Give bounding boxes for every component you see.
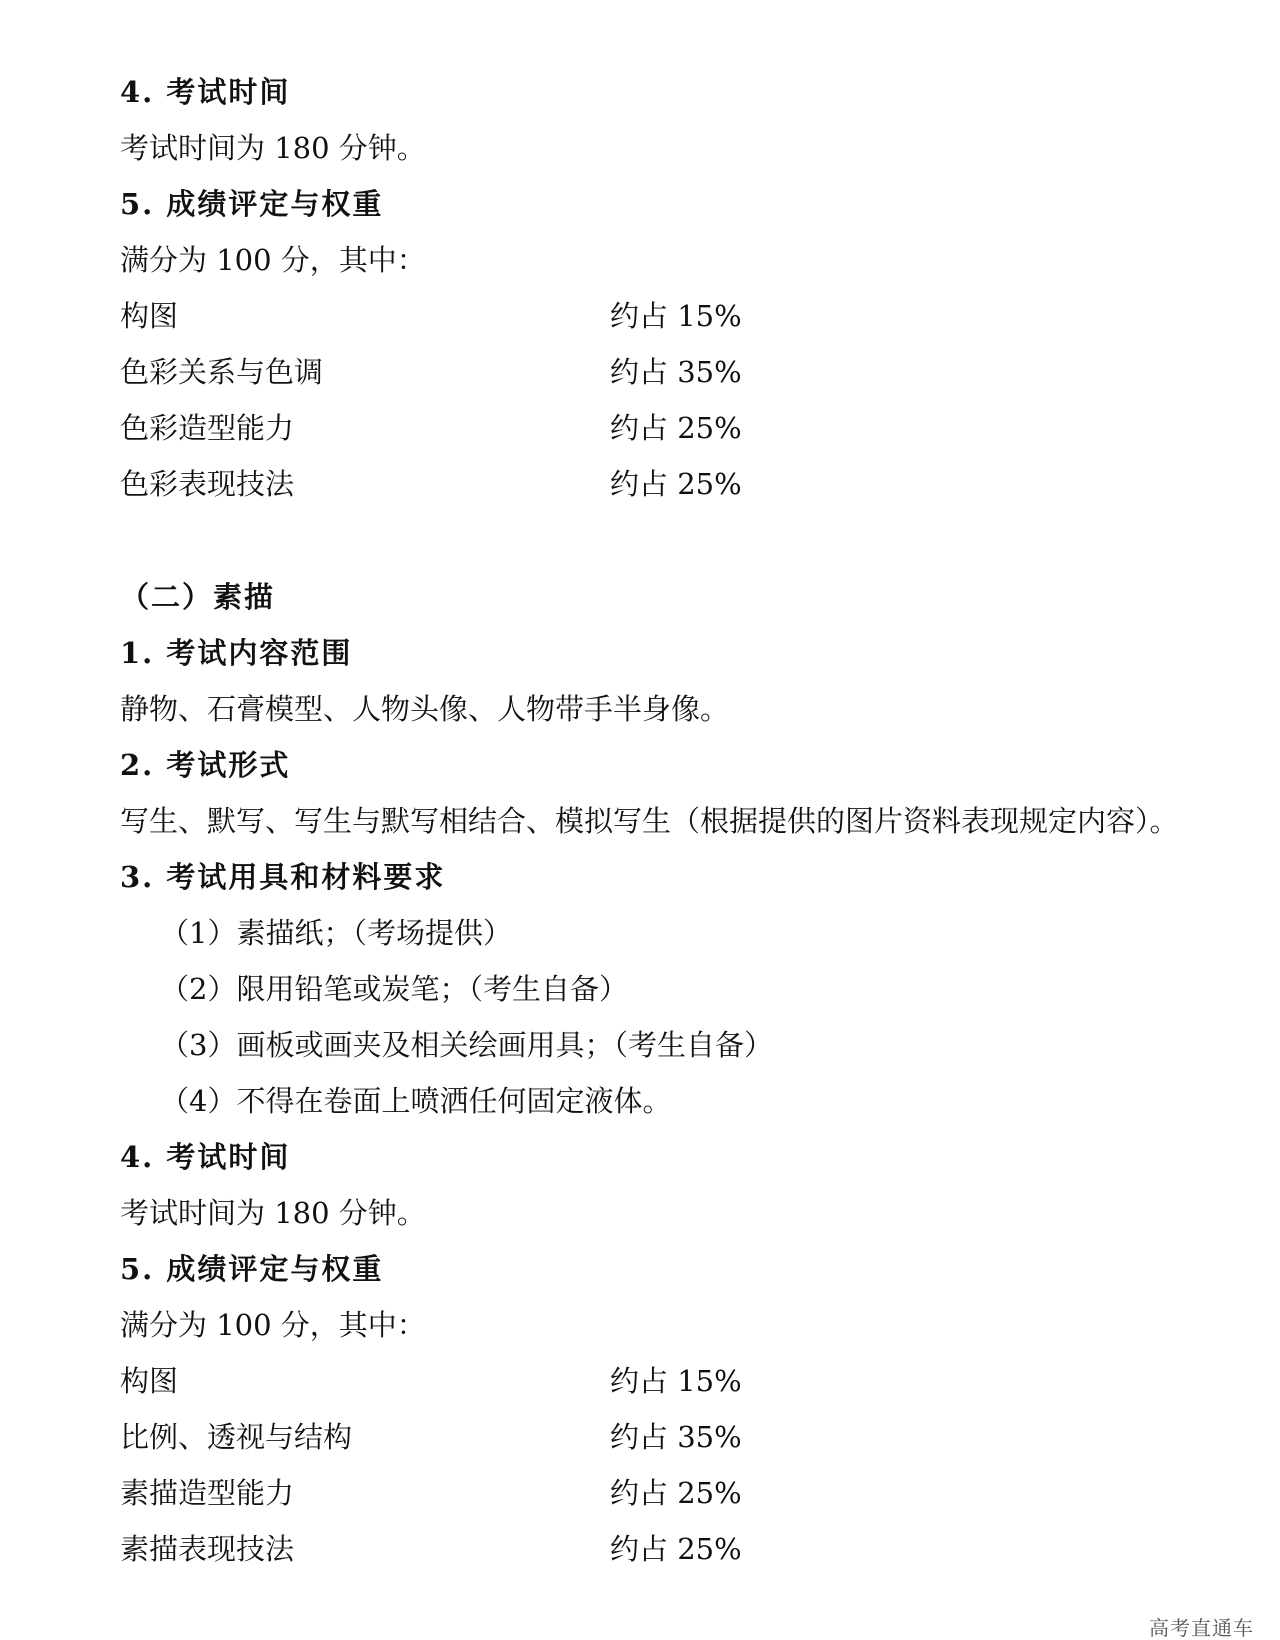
- score-value: 约占 25%: [610, 1532, 742, 1566]
- score-value: 约占 25%: [610, 411, 742, 445]
- score-item: 色彩关系与色调: [120, 355, 324, 389]
- score-value: 约占 25%: [610, 467, 742, 501]
- score-value: 约占 25%: [610, 1476, 742, 1510]
- score-row: [120, 1361, 742, 1401]
- score-value: 约占 35%: [610, 355, 742, 389]
- exam-time-text: 考试时间为 180 分钟。: [120, 131, 426, 165]
- score-value: 约占 35%: [610, 1420, 742, 1454]
- score-item: 素描造型能力: [120, 1476, 295, 1510]
- material-item: （3）画板或画夹及相关绘画用具；（考生自备）: [160, 1028, 773, 1062]
- score-row: [120, 352, 742, 392]
- score-row: [120, 1473, 742, 1513]
- score-value: 约占 15%: [610, 299, 742, 333]
- heading-scoring: 5. 成绩评定与权重: [120, 1252, 384, 1286]
- material-item: （4）不得在卷面上喷洒任何固定液体。: [160, 1084, 672, 1118]
- content-scope-text: 静物、石膏模型、人物头像、人物带手半身像。: [120, 692, 730, 726]
- total-score-text: 满分为 100 分，其中：: [120, 243, 426, 277]
- score-item: 比例、透视与结构: [120, 1420, 353, 1454]
- watermark: 高考直通车: [1149, 1616, 1254, 1640]
- total-score-text: 满分为 100 分，其中：: [120, 1308, 426, 1342]
- heading-materials: 3. 考试用具和材料要求: [120, 860, 446, 894]
- score-row: [120, 1529, 742, 1569]
- material-item: （2）限用铅笔或炭笔；（考生自备）: [160, 972, 628, 1006]
- score-row: [120, 464, 742, 504]
- section-title-sketch: （二）素描: [120, 580, 276, 614]
- score-item: 色彩造型能力: [120, 411, 295, 445]
- heading-content-scope: 1. 考试内容范围: [120, 636, 353, 670]
- heading-exam-time: 4. 考试时间: [120, 1140, 291, 1174]
- score-row: [120, 1417, 742, 1457]
- score-item: 色彩表现技法: [120, 467, 295, 501]
- score-row: [120, 296, 742, 336]
- material-item: （1）素描纸；（考场提供）: [160, 916, 512, 950]
- exam-time-text: 考试时间为 180 分钟。: [120, 1196, 426, 1230]
- heading-scoring: 5. 成绩评定与权重: [120, 187, 384, 221]
- score-item: 构图: [120, 299, 179, 333]
- heading-exam-form: 2. 考试形式: [120, 748, 291, 782]
- score-item: 构图: [120, 1364, 179, 1398]
- exam-form-text: 写生、默写、写生与默写相结合、模拟写生（根据提供的图片资料表现规定内容）。: [120, 804, 1179, 838]
- score-item: 素描表现技法: [120, 1532, 295, 1566]
- heading-exam-time: 4. 考试时间: [120, 75, 291, 109]
- score-value: 约占 15%: [610, 1364, 742, 1398]
- score-row: [120, 408, 742, 448]
